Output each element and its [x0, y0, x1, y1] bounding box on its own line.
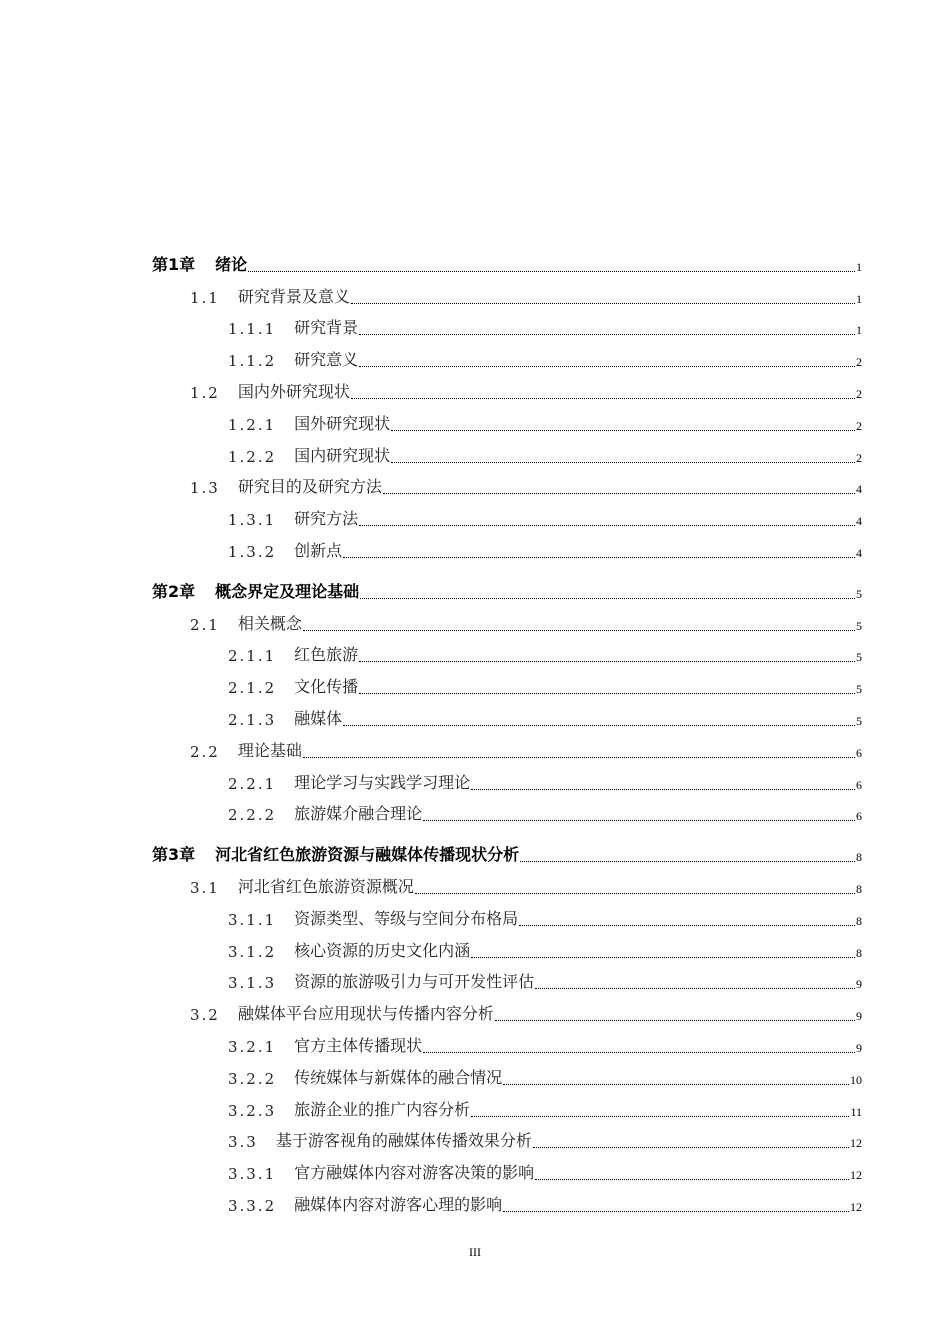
entry-number: 3.3.1: [228, 1165, 277, 1184]
entry-title: 官方融媒体内容对游客决策的影响: [294, 1163, 535, 1183]
entry-page-number: 8: [856, 913, 862, 928]
entry-title: 国内外研究现状: [237, 381, 350, 401]
entry-title: 绪论: [215, 254, 248, 274]
dot-leader: [533, 1147, 849, 1148]
entry-title: 旅游企业的推广内容分析: [294, 1099, 471, 1119]
dot-leader: [303, 630, 855, 631]
entry-page-number: 2: [856, 355, 862, 370]
entry-page-number: 9: [856, 977, 862, 992]
entry-number: 2.2.2: [228, 806, 277, 825]
entry-title: 资源类型、等级与空间分布格局: [294, 908, 519, 928]
dot-leader: [535, 988, 855, 989]
toc-entry[interactable]: [152, 313, 862, 345]
entry-number: 3.1.2: [228, 942, 277, 961]
toc-entry[interactable]: [152, 281, 862, 313]
entry-number: 3.2: [190, 1006, 220, 1025]
entry-title: 研究方法: [294, 509, 359, 529]
toc-entry[interactable]: [152, 1157, 862, 1189]
toc-entry[interactable]: [152, 608, 862, 640]
dot-leader: [359, 661, 855, 662]
entry-page-number: 2: [856, 386, 862, 401]
entry-page-number: 5: [856, 682, 862, 697]
dot-leader: [535, 1179, 849, 1180]
entry-title: 融媒体平台应用现状与传播内容分析: [237, 1004, 494, 1024]
entry-number: 2.1.3: [228, 710, 277, 729]
entry-page-number: 2: [856, 450, 862, 465]
entry-page-number: 5: [856, 586, 862, 601]
entry-page-number: 8: [856, 850, 862, 865]
entry-page-number: 10: [850, 1072, 862, 1087]
toc-chapter-entry[interactable]: [152, 839, 862, 871]
entry-page-number: 4: [856, 514, 862, 529]
entry-title: 文化传播: [294, 677, 359, 697]
dot-leader: [471, 789, 855, 790]
entry-page-number: 8: [856, 881, 862, 896]
toc-entry[interactable]: [152, 1189, 862, 1221]
entry-title: 融媒体: [294, 708, 343, 728]
page-number: III: [469, 1245, 481, 1259]
entry-page-number: 6: [856, 809, 862, 824]
toc-entry[interactable]: [152, 376, 862, 408]
entry-title: 官方主体传播现状: [294, 1035, 423, 1055]
entry-page-number: 4: [856, 545, 862, 560]
entry-title: 理论学习与实践学习理论: [294, 772, 471, 792]
dot-leader: [343, 725, 855, 726]
entry-number: 1.3.1: [228, 511, 277, 530]
entry-number: 第2章: [152, 581, 196, 601]
entry-page-number: 9: [856, 1040, 862, 1055]
entry-title: 研究目的及研究方法: [237, 477, 382, 497]
toc-entry[interactable]: [152, 967, 862, 999]
dot-leader: [359, 525, 855, 526]
entry-page-number: 2: [856, 418, 862, 433]
entry-number: 2.1.1: [228, 647, 277, 666]
entry-number: 3.3.2: [228, 1196, 277, 1215]
dot-leader: [520, 861, 855, 862]
entry-page-number: 8: [856, 945, 862, 960]
toc-entry[interactable]: [152, 1126, 862, 1158]
entry-number: 3.2.1: [228, 1037, 277, 1056]
entry-page-number: 6: [856, 777, 862, 792]
entry-title: 研究背景: [294, 318, 359, 338]
entry-number: 3.1.1: [228, 910, 277, 929]
dot-leader: [519, 925, 855, 926]
entry-title: 资源的旅游吸引力与可开发性评估: [294, 972, 535, 992]
toc-entry[interactable]: [152, 871, 862, 903]
dot-leader: [423, 820, 855, 821]
dot-leader: [391, 430, 855, 431]
dot-leader: [351, 398, 855, 399]
toc-entry[interactable]: [152, 1094, 862, 1126]
entry-title: 旅游媒介融合理论: [294, 804, 423, 824]
toc-entry[interactable]: [152, 767, 862, 799]
dot-leader: [471, 1116, 849, 1117]
dot-leader: [360, 598, 855, 599]
entry-number: 3.2.3: [228, 1101, 277, 1120]
entry-title: 理论基础: [237, 740, 302, 760]
entry-number: 3.1.3: [228, 974, 277, 993]
entry-page-number: 5: [856, 618, 862, 633]
toc-entry[interactable]: [152, 1030, 862, 1062]
entry-title: 传统媒体与新媒体的融合情况: [294, 1067, 503, 1087]
dot-leader: [351, 303, 855, 304]
dot-leader: [471, 957, 855, 958]
entry-title: 基于游客视角的融媒体传播效果分析: [275, 1131, 532, 1151]
entry-title: 研究意义: [294, 350, 359, 370]
entry-number: 1.3.2: [228, 542, 277, 561]
entry-number: 2.2.1: [228, 774, 277, 793]
entry-title: 研究背景及意义: [237, 286, 350, 306]
entry-number: 3.1: [190, 878, 220, 897]
entry-number: 1.3: [190, 479, 220, 498]
toc-entry[interactable]: [152, 408, 862, 440]
toc-entry[interactable]: [152, 903, 862, 935]
toc-entry[interactable]: [152, 640, 862, 672]
entry-page-number: 9: [856, 1009, 862, 1024]
dot-leader: [503, 1211, 849, 1212]
entry-number: 1.2: [190, 383, 220, 402]
dot-leader: [343, 557, 855, 558]
entry-page-number: 6: [856, 745, 862, 760]
entry-number: 3.3: [228, 1133, 258, 1152]
dot-leader: [391, 462, 855, 463]
toc-entry[interactable]: [152, 344, 862, 376]
dot-leader: [303, 757, 855, 758]
entry-number: 1.2.2: [228, 447, 277, 466]
entry-number: 1.2.1: [228, 415, 277, 434]
toc-entry[interactable]: [152, 703, 862, 735]
entry-title: 创新点: [294, 540, 343, 560]
entry-page-number: 12: [850, 1199, 862, 1214]
entry-title: 河北省红色旅游资源概况: [237, 876, 414, 896]
entry-page-number: 12: [850, 1136, 862, 1151]
entry-page-number: 4: [856, 482, 862, 497]
entry-number: 2.1.2: [228, 679, 277, 698]
entry-title: 国内研究现状: [294, 445, 391, 465]
toc-chapter-entry[interactable]: [152, 576, 862, 608]
entry-title: 河北省红色旅游资源与融媒体传播现状分析: [215, 845, 520, 865]
entry-number: 2.1: [190, 615, 220, 634]
dot-leader: [495, 1020, 855, 1021]
table-of-contents: [152, 249, 862, 1221]
dot-leader: [359, 334, 855, 335]
entry-number: 2.2: [190, 742, 220, 761]
toc-entry[interactable]: [152, 998, 862, 1030]
entry-number: 3.2.2: [228, 1069, 277, 1088]
entry-page-number: 5: [856, 650, 862, 665]
entry-page-number: 1: [856, 259, 862, 274]
toc-entry[interactable]: [152, 671, 862, 703]
toc-chapter-entry[interactable]: [152, 249, 862, 281]
entry-number: 1.1.1: [228, 320, 277, 339]
entry-number: 1.1: [190, 288, 220, 307]
dot-leader: [359, 366, 855, 367]
toc-entry[interactable]: [152, 535, 862, 567]
entry-title: 概念界定及理论基础: [215, 581, 360, 601]
entry-page-number: 1: [856, 323, 862, 338]
entry-title: 红色旅游: [294, 645, 359, 665]
entry-page-number: 11: [850, 1104, 862, 1119]
dot-leader: [423, 1052, 855, 1053]
dot-leader: [503, 1084, 849, 1085]
dot-leader: [383, 493, 855, 494]
entry-page-number: 5: [856, 713, 862, 728]
entry-number: 1.1.2: [228, 352, 277, 371]
dot-leader: [359, 693, 855, 694]
toc-entry[interactable]: [152, 472, 862, 504]
entry-page-number: 12: [850, 1168, 862, 1183]
entry-page-number: 1: [856, 291, 862, 306]
entry-number: 第3章: [152, 845, 196, 865]
entry-title: 核心资源的历史文化内涵: [294, 940, 471, 960]
toc-entry[interactable]: [152, 1062, 862, 1094]
entry-number: 第1章: [152, 254, 196, 274]
entry-title: 融媒体内容对游客心理的影响: [294, 1194, 503, 1214]
toc-entry[interactable]: [152, 935, 862, 967]
toc-entry[interactable]: [152, 735, 862, 767]
entry-title: 相关概念: [237, 613, 302, 633]
toc-entry[interactable]: [152, 799, 862, 831]
toc-entry[interactable]: [152, 440, 862, 472]
dot-leader: [248, 271, 855, 272]
entry-title: 国外研究现状: [294, 413, 391, 433]
toc-entry[interactable]: [152, 503, 862, 535]
dot-leader: [415, 893, 855, 894]
